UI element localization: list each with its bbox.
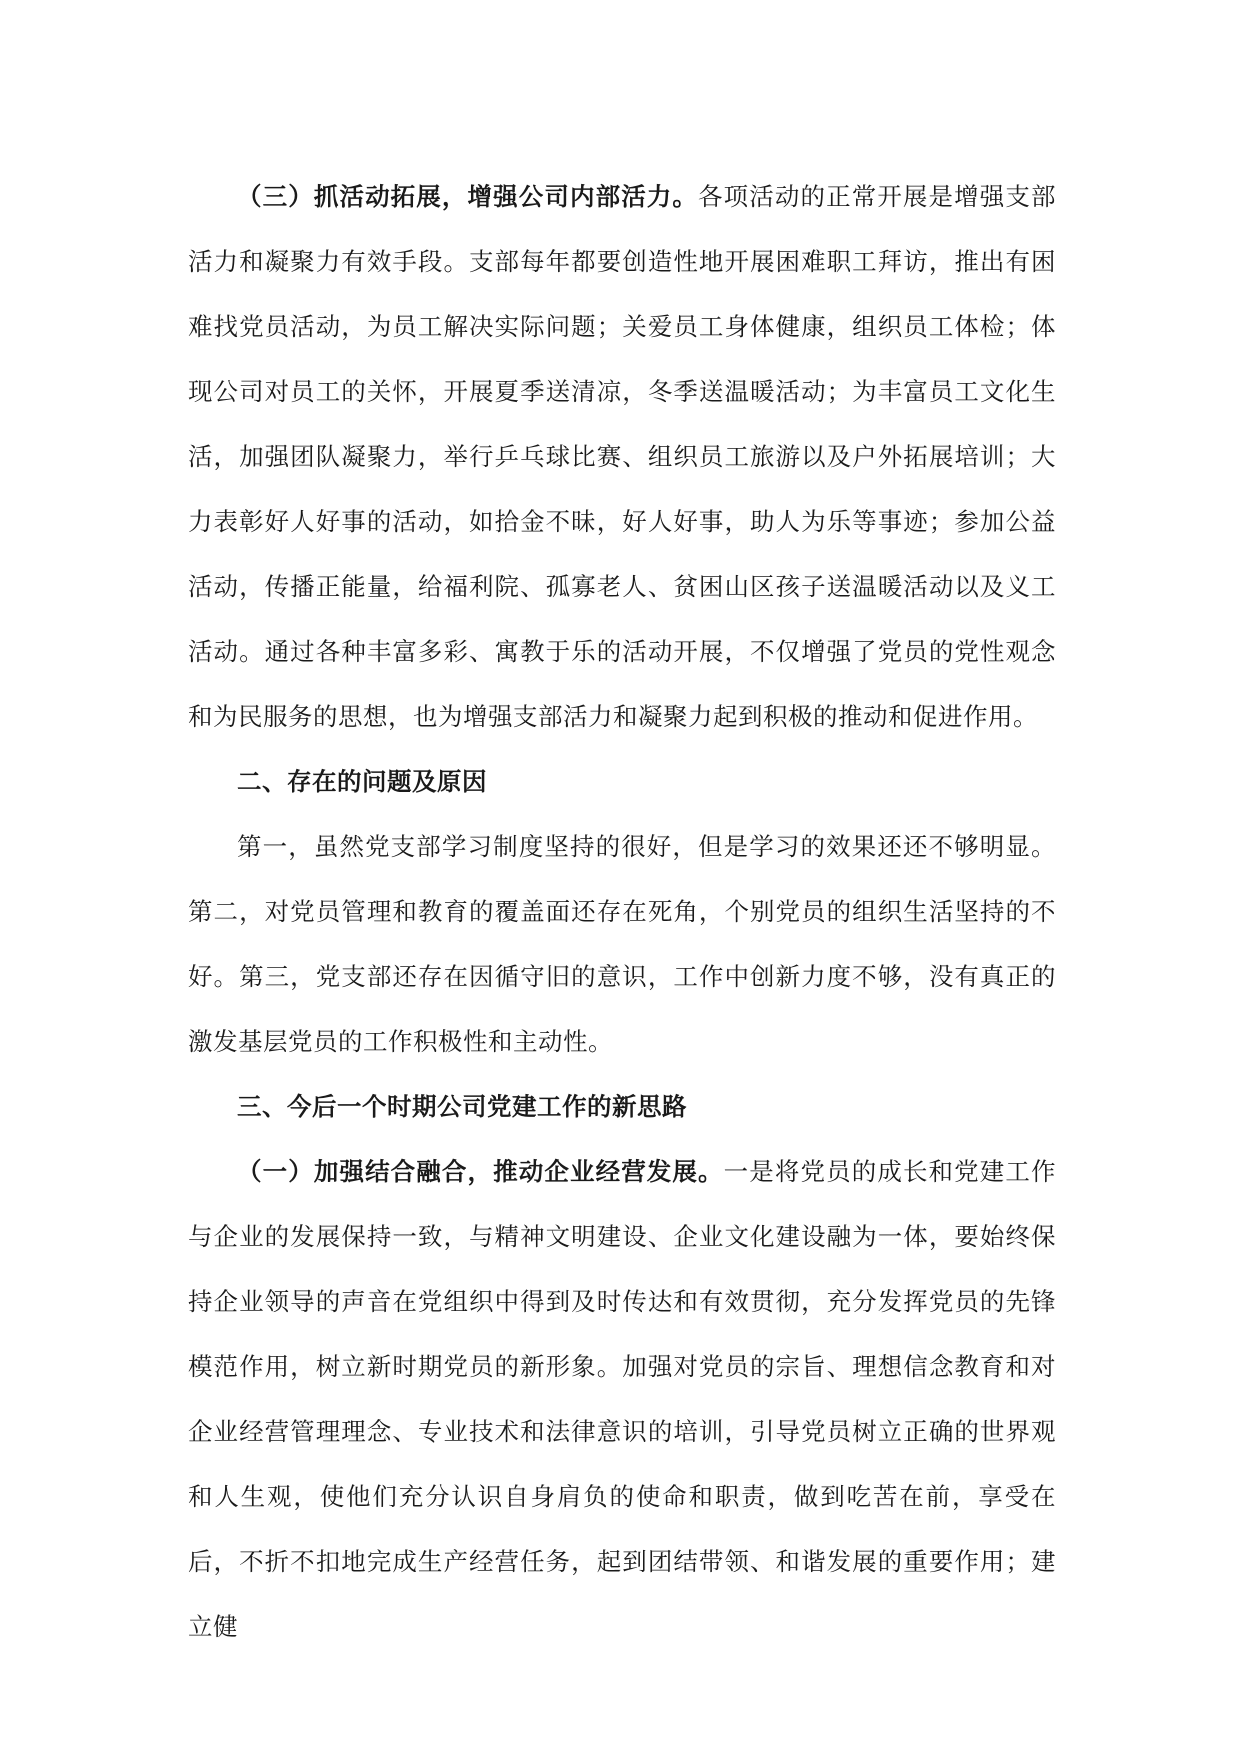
paragraph-lead-activities: （三）抓活动拓展，增强公司内部活力。 bbox=[237, 182, 699, 211]
paragraph-problems: 第一，虽然党支部学习制度坚持的很好，但是学习的效果还还不够明显。第二，对党员管理和教育的覆盖面还存在死角，个别党员的组织生活坚持的不好。第三，党支部还存在因循守旧的意识，工作中创新力度不够，没有真正的激发基层党员的工作积极性和主动性。 bbox=[188, 832, 1056, 1056]
section-heading-new-ideas: 三、今后一个时期公司党建工作的新思路 bbox=[237, 1092, 687, 1121]
section-heading-problems: 二、存在的问题及原因 bbox=[237, 767, 487, 796]
document-body bbox=[188, 164, 1056, 1659]
paragraph-activities bbox=[188, 164, 1056, 749]
paragraph-integration bbox=[188, 1139, 1056, 1659]
paragraph-body-integration: 一是将党员的成长和党建工作与企业的发展保持一致，与精神文明建设、企业文化建设融为一体，要始终保持企业领导的声音在党组织中得到及时传达和有效贯彻，充分发挥党员的先锋模范作用，树立新时期党员的新形象。加强对党员的宗旨、理想信念教育和对企业经营管理理念、专业技术和法律意识的培训，引导党员树立正确的世界观和人生观，使他们充分认识自身肩负的使命和职责，做到吃苦在前，享受在后，不折不扣地完成生产经营任务，起到团结带领、和谐发展的重要作用；建立健 bbox=[188, 1157, 1057, 1641]
paragraph-body-activities: 各项活动的正常开展是增强支部活力和凝聚力有效手段。支部每年都要创造性地开展困难职工拜访，推出有困难找党员活动，为员工解决实际问题；关爱员工身体健康，组织员工体检；体现公司对员工的关怀，开展夏季送清凉，冬季送温暖活动；为丰富员工文化生活，加强团队凝聚力，举行乒乓球比赛、组织员工旅游以及户外拓展培训；大力表彰好人好事的活动，如拾金不昧，好人好事，助人为乐等事迹；参加公益活动，传播正能量，给福利院、孤寡老人、贫困山区孩子送温暖活动以及义工活动。通过各种丰富多彩、寓教于乐的活动开展，不仅增强了党员的党性观念和为民服务的思想，也为增强支部活力和凝聚力起到积极的推动和促进作用。 bbox=[188, 182, 1056, 731]
paragraph-lead-integration: （一）加强结合融合，推动企业经营发展。 bbox=[237, 1157, 724, 1186]
